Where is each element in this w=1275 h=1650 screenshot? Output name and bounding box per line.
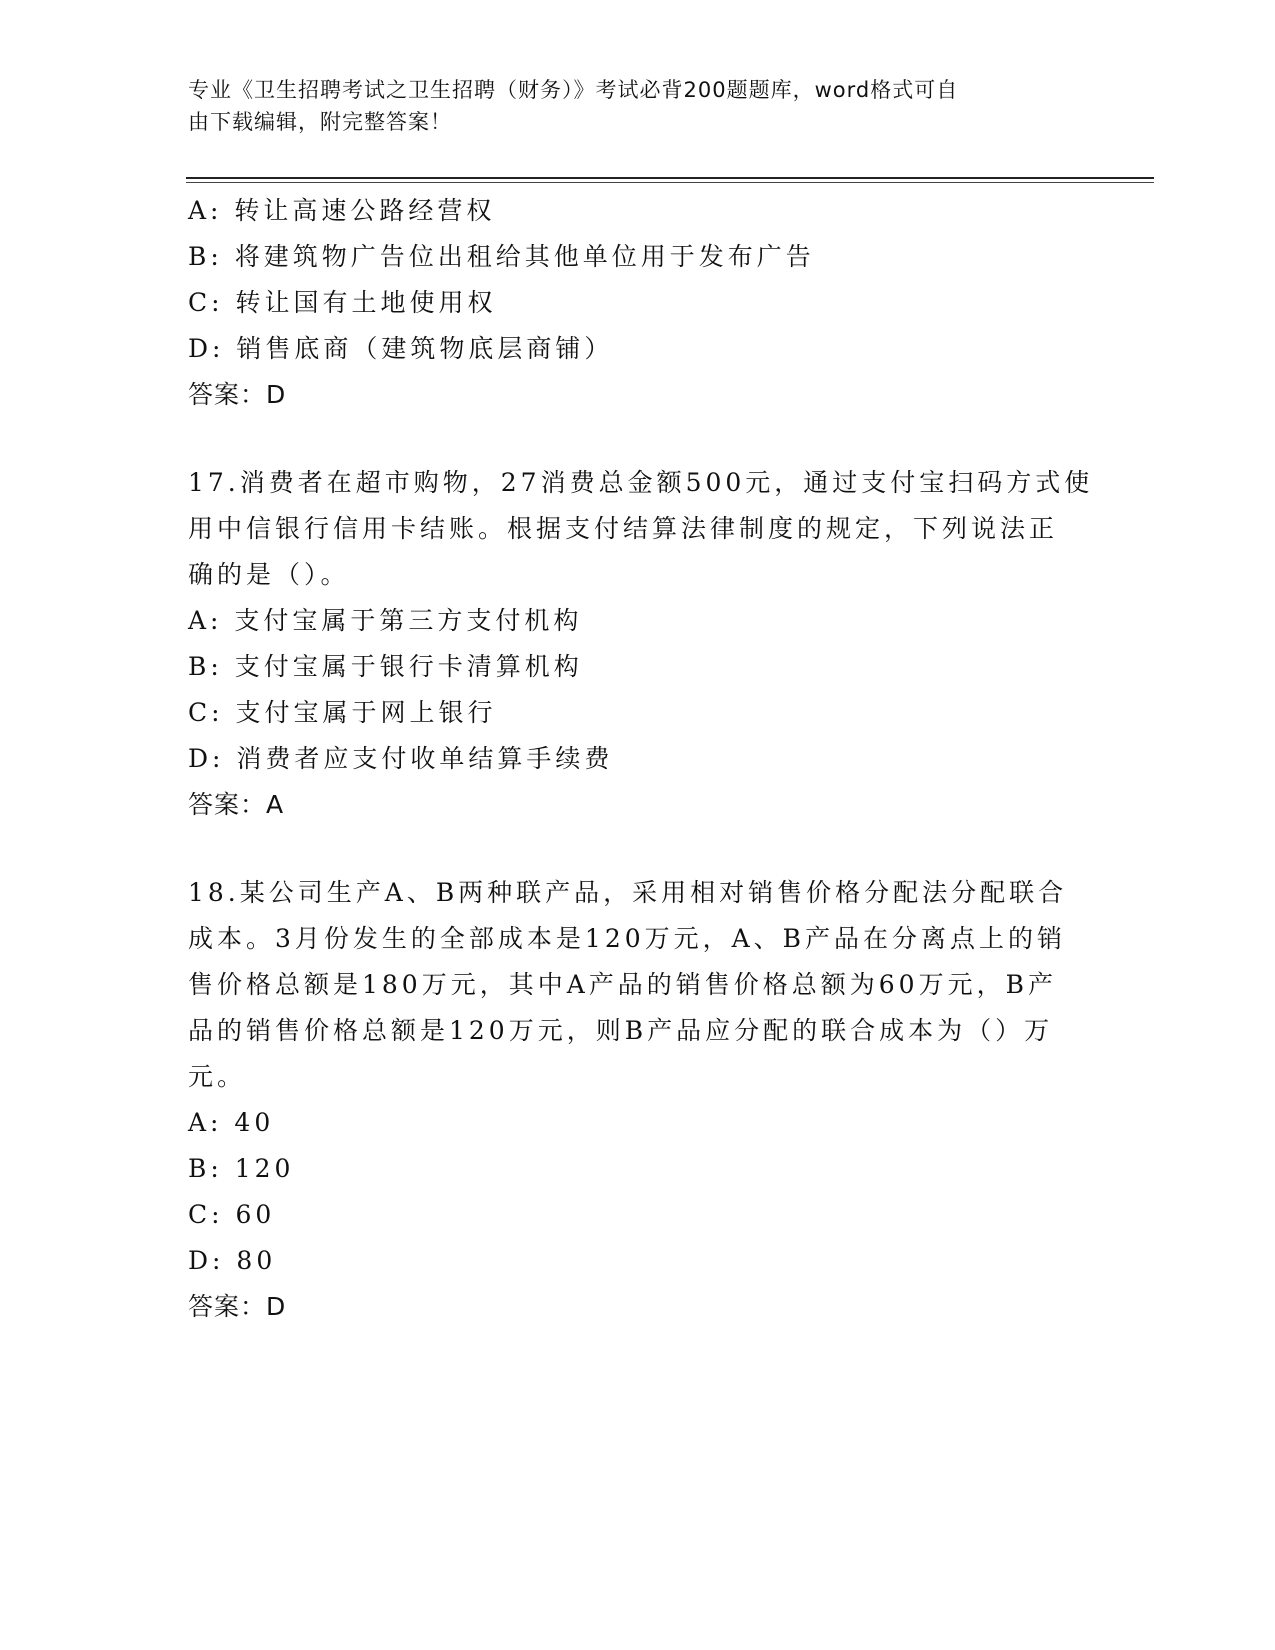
question-stem-line: 17.消费者在超市购物，27消费总金额500元，通过支付宝扫码方式使	[188, 468, 1094, 497]
option-a: A: 转让高速公路经营权	[188, 196, 496, 225]
option-c: C: 转让国有土地使用权	[188, 288, 497, 317]
answer-line: 答案：D	[188, 380, 287, 409]
header-line-2: 由下载编辑，附完整答案！	[188, 110, 452, 134]
question-stem-line: 品的销售价格总额是120万元，则B产品应分配的联合成本为（）万	[188, 1016, 1054, 1045]
question-stem-line: 元。	[188, 1062, 247, 1091]
question-16	[188, 188, 1088, 418]
option-b: B: 120	[188, 1154, 295, 1183]
header-divider-thick	[186, 177, 1154, 179]
question-17	[188, 460, 1094, 828]
question-stem-line: 18.某公司生产A、B两种联产品，采用相对销售价格分配法分配联合	[188, 878, 1068, 907]
question-stem-line: 用中信银行信用卡结账。根据支付结算法律制度的规定，下列说法正	[188, 514, 1059, 543]
option-a: A: 支付宝属于第三方支付机构	[188, 606, 583, 635]
document-header	[188, 74, 1068, 138]
question-spacer	[188, 828, 1088, 870]
question-18	[188, 870, 1088, 1330]
answer-line: 答案：D	[188, 1292, 287, 1321]
option-a: A: 40	[188, 1108, 275, 1137]
option-d: D: 消费者应支付收单结算手续费	[188, 744, 614, 773]
header-line-1: 专业《卫生招聘考试之卫生招聘（财务）》考试必背200题题库，word格式可自	[188, 78, 959, 102]
question-stem-line: 售价格总额是180万元，其中A产品的销售价格总额为60万元，B产	[188, 970, 1057, 999]
document-body	[188, 188, 1094, 1330]
option-c: C: 60	[188, 1200, 276, 1229]
question-spacer	[188, 418, 1088, 460]
option-c: C: 支付宝属于网上银行	[188, 698, 497, 727]
option-d: D: 销售底商（建筑物底层商铺）	[188, 334, 614, 363]
option-b: B: 支付宝属于银行卡清算机构	[188, 652, 583, 681]
option-d: D: 80	[188, 1246, 277, 1275]
answer-line: 答案：A	[188, 790, 285, 819]
question-stem-line: 成本。3月份发生的全部成本是120万元，A、B产品在分离点上的销	[188, 924, 1067, 953]
header-divider-thin	[186, 182, 1154, 183]
question-stem-line: 确的是（）。	[188, 560, 350, 589]
option-b: B: 将建筑物广告位出租给其他单位用于发布广告	[188, 242, 815, 271]
